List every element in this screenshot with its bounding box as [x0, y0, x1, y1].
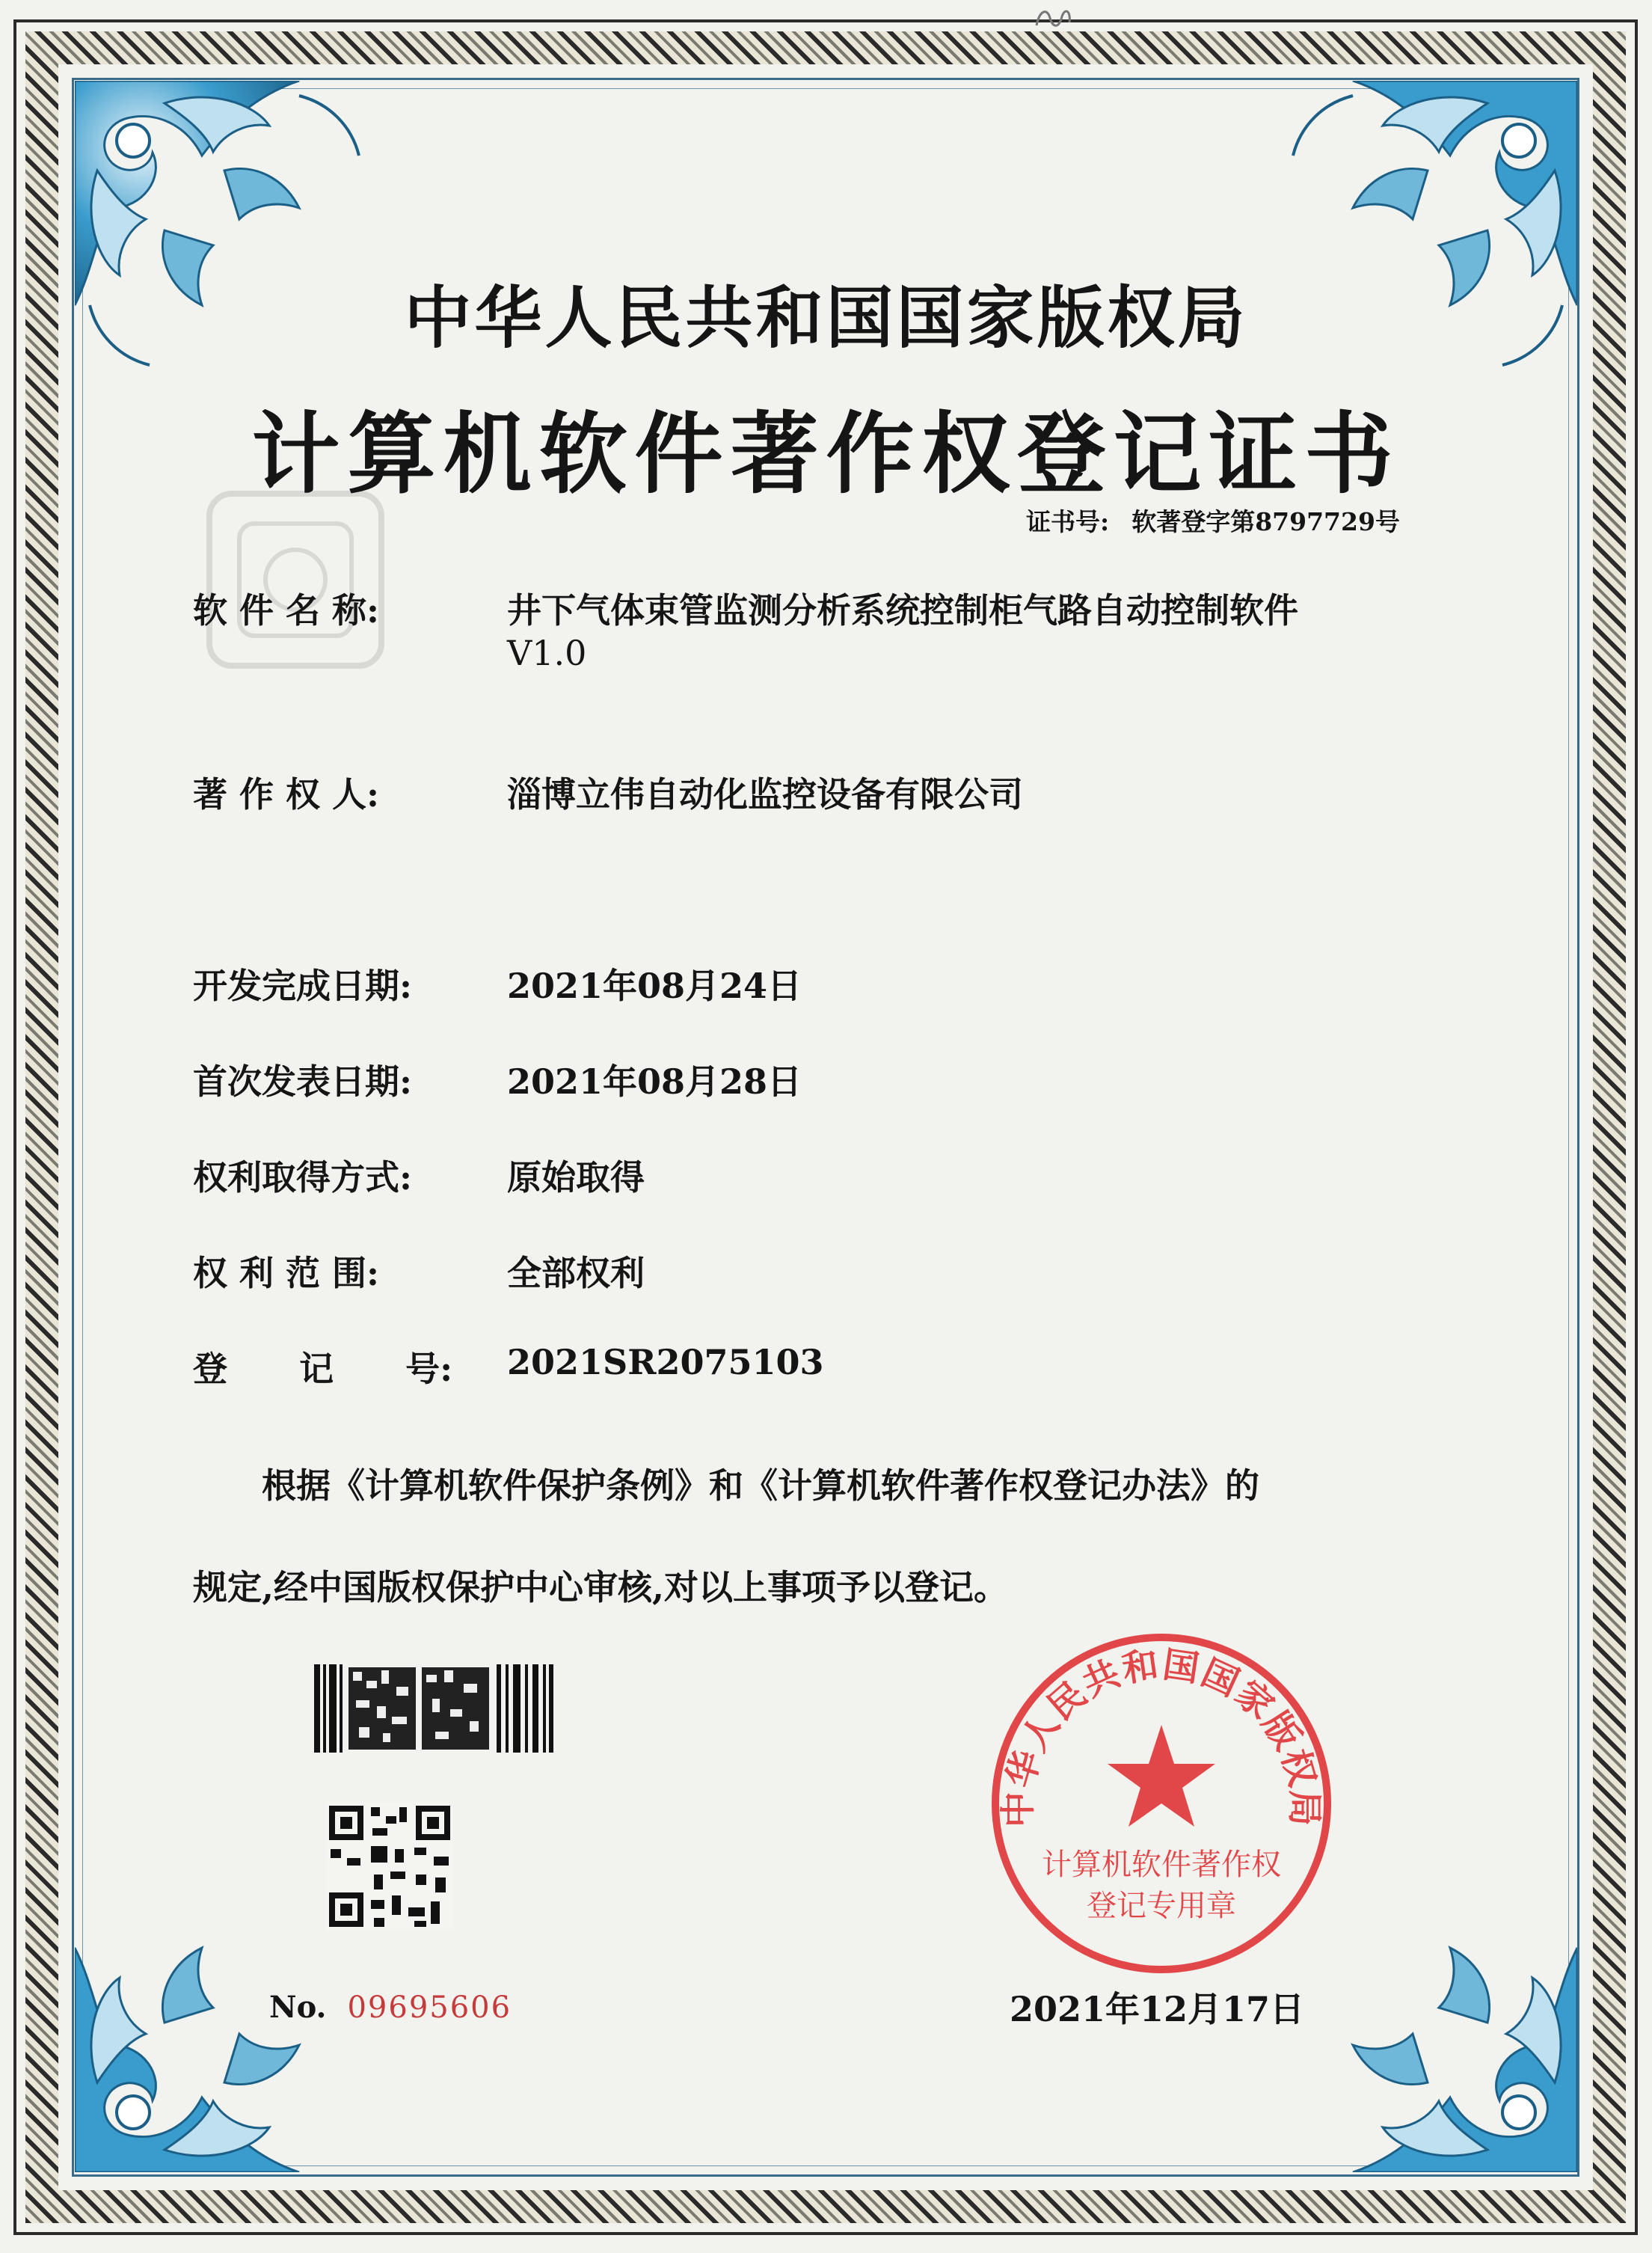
official-seal	[986, 1628, 1337, 1979]
software-version: V1.0	[507, 633, 587, 673]
field-development-date	[193, 959, 802, 1008]
field-rights-scope	[193, 1246, 645, 1296]
certificate-title: 计算机软件著作权登记证书	[251, 402, 1401, 506]
legal-text-line2: 规定,经中国版权保护中心审核,对以上事项予以登记。	[193, 1567, 1009, 1607]
field-value: 原始取得	[507, 1157, 645, 1198]
agency-title: 中华人民共和国国家版权局	[404, 279, 1248, 358]
seal-ring-text: 中华人民共和国国家版权局	[997, 1643, 1326, 1828]
field-label: 软 件 名 称:	[193, 590, 380, 631]
field-value: 2021年08月24日	[507, 966, 802, 1006]
field-label: 权利取得方式:	[193, 1157, 412, 1198]
qr-code	[326, 1803, 453, 1930]
field-registration-number	[193, 1342, 824, 1391]
legal-text-line1: 根据《计算机软件保护条例》和《计算机软件著作权登记办法》的	[262, 1465, 1259, 1506]
field-value: 2021年08月28日	[507, 1061, 802, 1102]
field-label: 首次发表日期:	[193, 1061, 412, 1102]
serial-number-value: 09695606	[347, 1990, 512, 2025]
seal-star-icon	[1108, 1725, 1215, 1827]
serial-number	[269, 1990, 512, 2025]
field-label: 开发完成日期:	[193, 966, 412, 1006]
field-acquisition-method	[193, 1150, 645, 1200]
field-value: 井下气体束管监测分析系统控制柜气路自动控制软件	[507, 590, 1298, 631]
field-value: 2021SR2075103	[507, 1342, 824, 1382]
field-label: 著 作 权 人:	[193, 774, 380, 815]
certificate-number-label: 证书号:	[1026, 507, 1110, 536]
field-first-publish-date	[193, 1055, 802, 1104]
field-label: 权 利 范 围:	[193, 1253, 380, 1293]
serial-number-label: No.	[269, 1990, 327, 2025]
seal-text-line1: 计算机软件著作权	[1042, 1848, 1281, 1882]
issue-date: 2021年12月17日	[1010, 1989, 1305, 2029]
handwritten-mark	[1032, 3, 1074, 36]
field-copyright-owner	[193, 767, 1023, 817]
barcode	[314, 1664, 553, 1753]
certificate-number	[1026, 503, 1400, 538]
field-value: 全部权利	[507, 1253, 645, 1293]
field-label: 登 记 号:	[193, 1349, 453, 1389]
certificate-number-value: 软著登字第8797729号	[1131, 507, 1400, 536]
seal-text-line2: 登记专用章	[1087, 1889, 1236, 1923]
field-software-name	[193, 583, 1298, 633]
field-value: 淄博立伟自动化监控设备有限公司	[507, 774, 1023, 815]
